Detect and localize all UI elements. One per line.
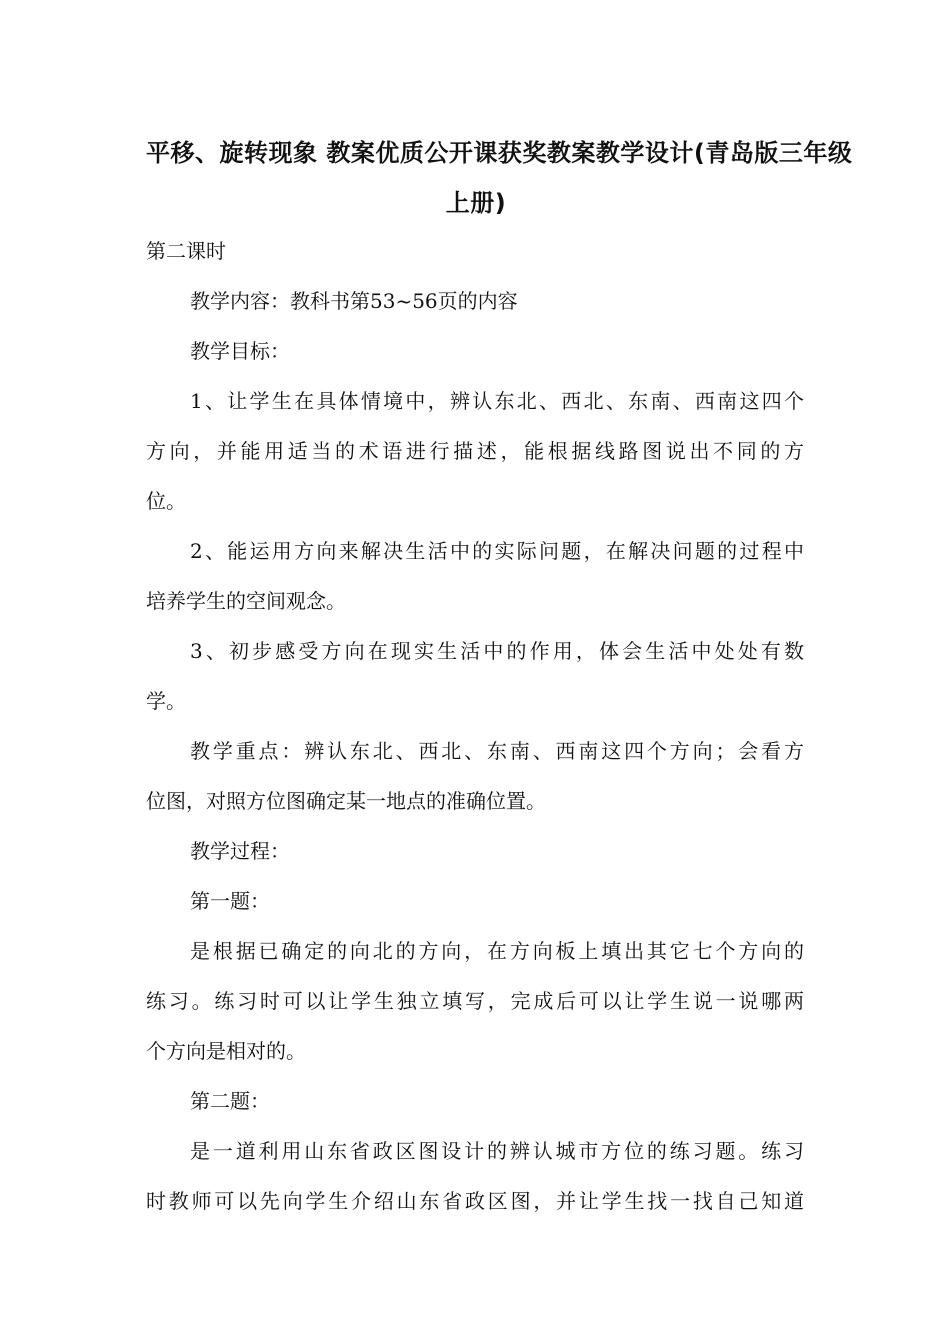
paragraph-line: 位图，对照方位图确定某一地点的准确位置。: [146, 789, 546, 813]
paragraph-line: 是一道利用山东省政区图设计的辨认城市方位的练习题。练习: [190, 1139, 804, 1163]
paragraph-line: 教学目标：: [190, 339, 290, 363]
paragraph-line: 第一题：: [190, 889, 270, 913]
paragraph-line: 方向，并能用适当的术语进行描述，能根据线路图说出不同的方: [146, 439, 804, 463]
paragraph-line: 第二题：: [190, 1089, 270, 1113]
paragraph-line: 培养学生的空间观念。: [146, 589, 346, 613]
section-heading: 第二课时: [146, 239, 226, 263]
document-title-line-1: 平移、旋转现象 教案优质公开课获奖教案教学设计(青岛版三年级: [146, 139, 853, 167]
paragraph-line: 个方向是相对的。: [146, 1039, 306, 1063]
paragraph-line: 位。: [146, 489, 186, 513]
paragraph-line: 学。: [146, 689, 186, 713]
paragraph-line: 2、能运用方向来解决生活中的实际问题，在解决问题的过程中: [190, 539, 804, 563]
paragraph-line: 练习。练习时可以让学生独立填写，完成后可以让学生说一说哪两: [146, 989, 804, 1013]
paragraph-line: 3、初步感受方向在现实生活中的作用，体会生活中处处有数: [190, 639, 804, 663]
paragraph-line: 是根据已确定的向北的方向，在方向板上填出其它七个方向的: [190, 939, 804, 963]
paragraph-line: 时教师可以先向学生介绍山东省政区图，并让学生找一找自己知道: [146, 1189, 804, 1213]
document-title-line-2: 上册): [445, 189, 507, 217]
paragraph-line: 教学重点：辨认东北、西北、东南、西南这四个方向；会看方: [190, 739, 804, 763]
paragraph-line: 教学过程：: [190, 839, 290, 863]
paragraph-line: 1、让学生在具体情境中，辨认东北、西北、东南、西南这四个: [190, 389, 804, 413]
paragraph-line: 教学内容：教科书第53~56页的内容: [190, 289, 518, 313]
